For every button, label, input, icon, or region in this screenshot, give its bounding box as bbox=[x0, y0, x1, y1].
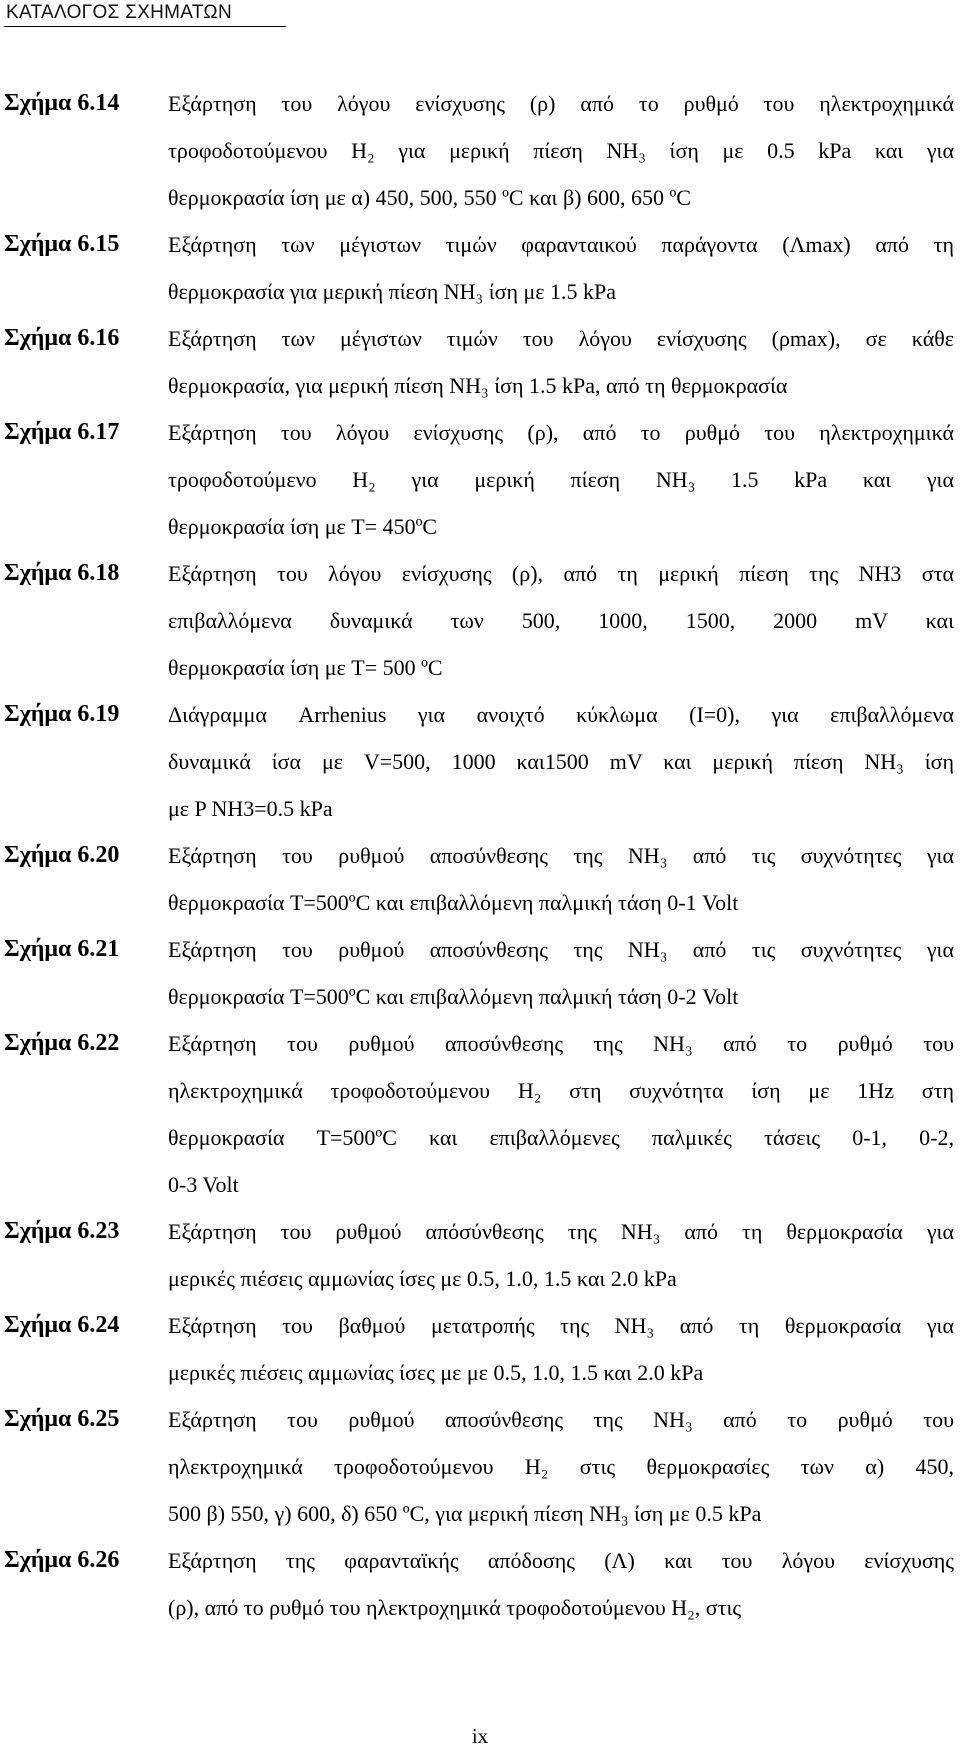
figure-label: Σχήμα 6.17 bbox=[4, 419, 120, 445]
figure-label: Σχήμα 6.22 bbox=[4, 1030, 120, 1056]
figure-caption-line: Εξάρτηση των μέγιστων τιμών φαρανταικού παράγοντα (Λmax) από τη bbox=[168, 232, 954, 257]
figure-caption bbox=[168, 80, 954, 221]
figure-caption-line: ηλεκτροχημικά τροφοδοτούμενου H₂ στις θερμοκρασίες των α) 450, bbox=[168, 1454, 954, 1479]
figure-caption-line: μερικές πιέσεις αμμωνίας ίσες με με 0.5, 1.0, 1.5 και 2.0 kPa bbox=[168, 1360, 704, 1385]
figure-label: Σχήμα 6.21 bbox=[4, 936, 120, 962]
figure-caption-line: θερμοκρασία T=500ºC και επιβαλλόμενη παλμική τάση 0-2 Volt bbox=[168, 984, 739, 1009]
figure-list-entry bbox=[4, 1020, 954, 1208]
figure-caption-line: τροφοδοτούμενο H₂ για μερική πίεση NH₃ 1.5 kPa και για bbox=[168, 467, 954, 492]
figure-caption bbox=[168, 315, 954, 409]
figure-caption bbox=[168, 1537, 954, 1631]
figure-label: Σχήμα 6.24 bbox=[4, 1312, 120, 1338]
figure-label: Σχήμα 6.19 bbox=[4, 701, 120, 727]
figure-caption-line: θερμοκρασία, για μερική πίεση NH₃ ίση 1.5 kPa, από τη θερμοκρασία bbox=[168, 373, 788, 398]
figure-list-entry bbox=[4, 1537, 954, 1631]
figure-caption-line: Εξάρτηση του λόγου ενίσχυσης (ρ), από τη μερική πίεση της NH3 στα bbox=[168, 561, 954, 586]
page-number: ix bbox=[471, 1724, 489, 1748]
figure-list-entry bbox=[4, 1396, 954, 1537]
figure-caption-line: επιβαλλόμενα δυναμικά των 500, 1000, 1500, 2000 mV και bbox=[168, 608, 954, 633]
figure-list-entry bbox=[4, 926, 954, 1020]
figure-label: Σχήμα 6.23 bbox=[4, 1218, 120, 1244]
figure-caption bbox=[168, 926, 954, 1020]
figure-list-entry bbox=[4, 1208, 954, 1302]
header-rule bbox=[4, 26, 286, 27]
figure-caption-line: με P NH3=0.5 kPa bbox=[168, 796, 333, 821]
figure-caption-line: θερμοκρασία T=500ºC και επιβαλλόμενη παλμική τάση 0-1 Volt bbox=[168, 890, 739, 915]
figure-label: Σχήμα 6.20 bbox=[4, 842, 120, 868]
figure-caption bbox=[168, 1020, 954, 1208]
figure-caption-line: Εξάρτηση του ρυθμού απόσύνθεσης της NH₃ από τη θερμοκρασία για bbox=[168, 1219, 954, 1244]
figure-caption-line: Εξάρτηση του ρυθμού αποσύνθεσης της NH₃ από το ρυθμό του bbox=[168, 1407, 954, 1432]
figure-caption-line: θερμοκρασία ίση με T= 450ºC bbox=[168, 514, 438, 539]
figure-caption-line: θερμοκρασία για μερική πίεση NH₃ ίση με 1.5 kPa bbox=[168, 279, 617, 304]
figure-caption-line: (ρ), από το ρυθμό του ηλεκτροχημικά τροφοδοτούμενου H₂, στις bbox=[168, 1595, 742, 1620]
figure-list-entry bbox=[4, 409, 954, 550]
figure-caption-line: Εξάρτηση του λόγου ενίσχυσης (ρ), από το ρυθμό του ηλεκτροχημικά bbox=[168, 420, 954, 445]
figure-label: Σχήμα 6.15 bbox=[4, 231, 120, 257]
figure-label: Σχήμα 6.16 bbox=[4, 325, 120, 351]
figure-caption-line: 0-3 Volt bbox=[168, 1172, 239, 1197]
figure-list-entry bbox=[4, 221, 954, 315]
figure-caption-line: 500 β) 550, γ) 600, δ) 650 ºC, για μερική πίεση NH₃ ίση με 0.5 kPa bbox=[168, 1501, 762, 1526]
figure-caption bbox=[168, 550, 954, 691]
figure-caption-line: θερμοκρασία T=500ºC και επιβαλλόμενες παλμικές τάσεις 0-1, 0-2, bbox=[168, 1125, 954, 1150]
figure-label: Σχήμα 6.14 bbox=[4, 90, 120, 116]
figure-caption bbox=[168, 221, 954, 315]
figure-caption-line: Εξάρτηση του ρυθμού αποσύνθεσης της NH₃ από τις συχνότητες για bbox=[168, 843, 954, 868]
figure-label: Σχήμα 6.25 bbox=[4, 1406, 120, 1432]
figure-caption-line: τροφοδοτούμενου H₂ για μερική πίεση NH₃ ίση με 0.5 kPa και για bbox=[168, 138, 954, 163]
figure-caption bbox=[168, 832, 954, 926]
figure-caption-line: Εξάρτηση του βαθμού μετατροπής της NH₃ από τη θερμοκρασία για bbox=[168, 1313, 954, 1338]
figure-caption bbox=[168, 1396, 954, 1537]
figure-caption bbox=[168, 1208, 954, 1302]
figure-caption bbox=[168, 1302, 954, 1396]
figure-caption-line: Εξάρτηση των μέγιστων τιμών του λόγου ενίσχυσης (ρmax), σε κάθε bbox=[168, 326, 954, 351]
figure-caption bbox=[168, 409, 954, 550]
page-header-title: ΚΑΤΑΛΟΓΟΣ ΣΧΗΜΑΤΩΝ bbox=[6, 2, 232, 23]
figure-caption-line: μερικές πιέσεις αμμωνίας ίσες με 0.5, 1.0, 1.5 και 2.0 kPa bbox=[168, 1266, 677, 1291]
figure-caption bbox=[168, 691, 954, 832]
figure-caption-line: ηλεκτροχημικά τροφοδοτούμενου H₂ στη συχνότητα ίση με 1Hz στη bbox=[168, 1078, 954, 1103]
figure-label: Σχήμα 6.26 bbox=[4, 1547, 120, 1573]
figure-list-entry bbox=[4, 80, 954, 221]
figure-label: Σχήμα 6.18 bbox=[4, 560, 120, 586]
figure-list-entry bbox=[4, 315, 954, 409]
figure-caption-line: Εξάρτηση της φαρανταϊκής απόδοσης (Λ) και του λόγου ενίσχυσης bbox=[168, 1548, 954, 1573]
figure-caption-line: Εξάρτηση του ρυθμού αποσύνθεσης της NH₃ από το ρυθμό του bbox=[168, 1031, 954, 1056]
figure-list-entry bbox=[4, 1302, 954, 1396]
figure-caption-line: θερμοκρασία ίση με T= 500 ºC bbox=[168, 655, 443, 680]
figure-caption-line: Διάγραμμα Arrhenius για ανοιχτό κύκλωμα (I=0), για επιβαλλόμενα bbox=[168, 702, 954, 727]
figure-caption-line: Εξάρτηση του ρυθμού αποσύνθεσης της NH₃ από τις συχνότητες για bbox=[168, 937, 954, 962]
figure-caption-line: θερμοκρασία ίση με α) 450, 500, 550 ºC και β) 600, 650 ºC bbox=[168, 185, 691, 210]
figure-list-entry bbox=[4, 550, 954, 691]
figure-caption-line: δυναμικά ίσα με V=500, 1000 και1500 mV και μερική πίεση NH₃ ίση bbox=[168, 749, 954, 774]
figure-list bbox=[4, 80, 954, 1631]
figure-caption-line: Εξάρτηση του λόγου ενίσχυσης (ρ) από το ρυθμό του ηλεκτροχημικά bbox=[168, 91, 954, 116]
figure-list-entry bbox=[4, 832, 954, 926]
figure-list-entry bbox=[4, 691, 954, 832]
